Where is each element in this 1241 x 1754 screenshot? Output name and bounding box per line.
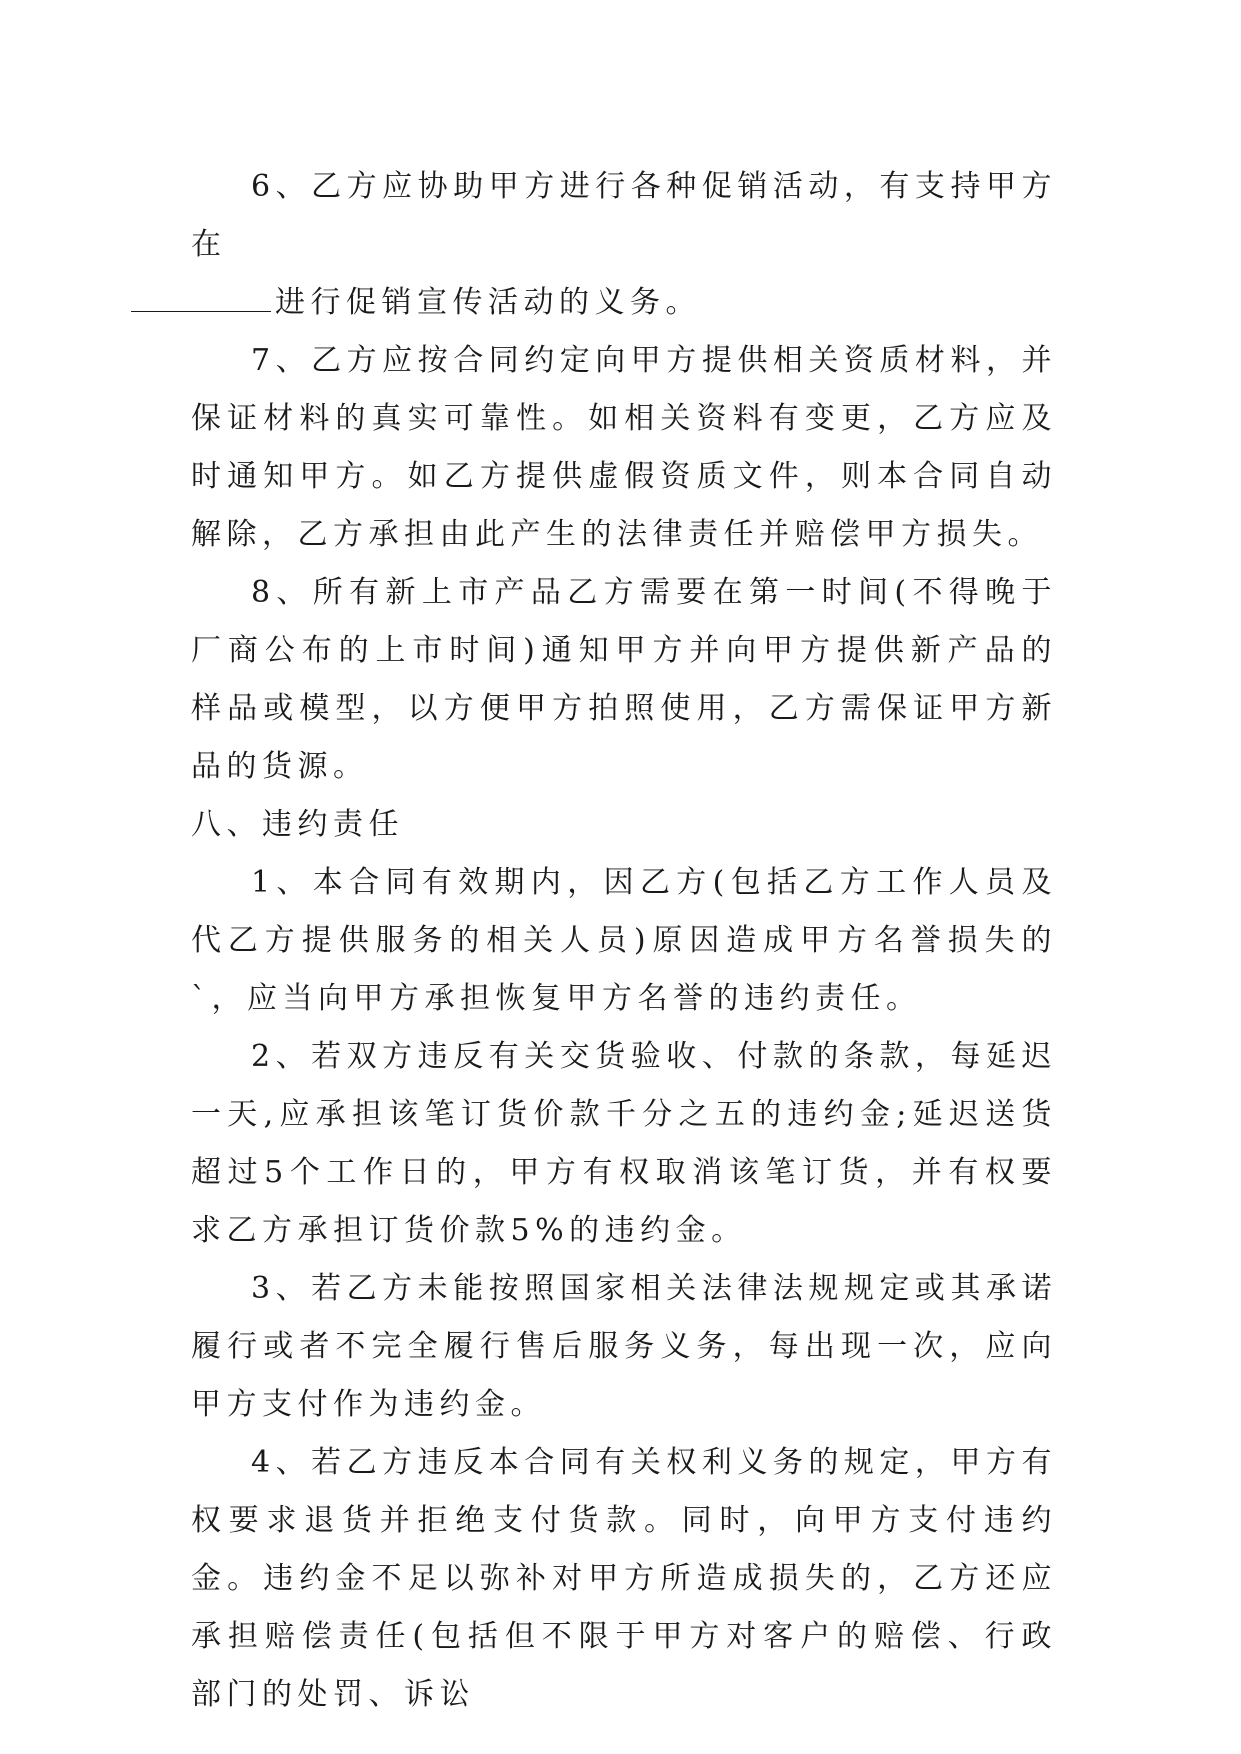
breach-clause-1: 1、本合同有效期内，因乙方(包括乙方工作人员及代乙方提供服务的相关人员)原因造成甲方名誉损失的`，应当向甲方承担恢复甲方名誉的违约责任。 (191, 865, 1057, 1016)
clause-6 (191, 158, 1057, 332)
clause-8: 8、所有新上市产品乙方需要在第一时间(不得晚于厂商公布的上市时间)通知甲方并向甲方提供新产品的样品或模型，以方便甲方拍照使用，乙方需保证甲方新品的货源。 (191, 575, 1057, 784)
section-heading-breach: 八、违约责任 (191, 807, 404, 842)
breach-clause-2: 2、若双方违反有关交货验收、付款的条款，每延迟一天,应承担该笔订货价款千分之五的违约金;延迟送货超过5个工作日的，甲方有权取消该笔订货，并有权要求乙方承担订货价款5%的违约金。 (191, 1039, 1057, 1248)
clause-6-continuation (131, 274, 701, 332)
fill-in-blank[interactable] (131, 310, 271, 312)
breach-clause-3: 3、若乙方未能按照国家相关法律法规规定或其承诺履行或者不完全履行售后服务义务，每出现一次，应向甲方支付作为违约金。 (191, 1271, 1057, 1422)
clause-6-text: 6、乙方应协助甲方进行各种促销活动，有支持甲方在 (191, 169, 1057, 262)
document-body (191, 158, 1057, 1724)
breach-clause-4: 4、若乙方违反本合同有关权利义务的规定，甲方有权要求退货并拒绝支付货款。同时，向甲方支付违约金。违约金不足以弥补对甲方所造成损失的，乙方还应承担赔偿责任(包括但不限于甲方对客户的赔偿、行政部门的处罚、诉讼 (191, 1445, 1057, 1712)
clause-7: 7、乙方应按合同约定向甲方提供相关资质材料，并保证材料的真实可靠性。如相关资料有变更，乙方应及时通知甲方。如乙方提供虚假资质文件，则本合同自动解除，乙方承担由此产生的法律责任并赔偿甲方损失。 (191, 343, 1057, 552)
clause-6-text-end: 进行促销宣传活动的义务。 (275, 285, 701, 320)
